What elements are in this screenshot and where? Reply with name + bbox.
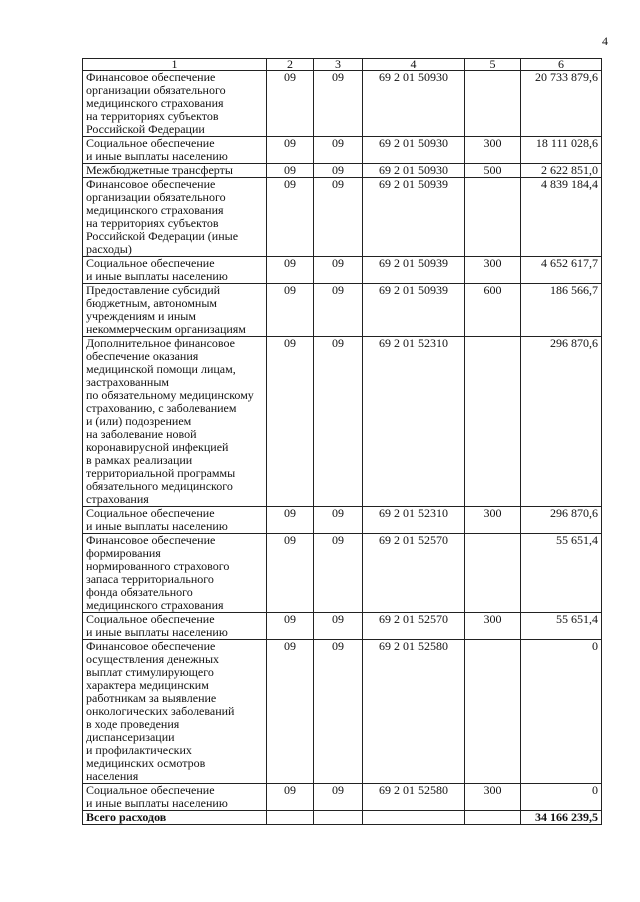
amount-cell: 20 733 879,6 — [521, 71, 602, 137]
item-name-cell: Финансовое обеспечение организации обязательного медицинского страхования на территориях субъектов Российской Федерации — [83, 71, 267, 137]
item-name-cell: Финансовое обеспечение формирования нормированного страхового запаса территориального фонда обязательного медицинского страхования — [83, 534, 267, 613]
amount-cell: 2 622 851,0 — [521, 164, 602, 178]
subsection-code-cell: 09 — [314, 137, 363, 164]
item-name-cell: Социальное обеспечение и иные выплаты населению — [83, 257, 267, 284]
amount-cell: 55 651,4 — [521, 613, 602, 640]
subsection-code-cell: 09 — [314, 257, 363, 284]
section-code-cell: 09 — [267, 137, 314, 164]
expenditure-table — [82, 58, 602, 825]
header-cell-5: 5 — [465, 59, 521, 71]
target-article-code-cell: 69 2 01 50930 — [363, 137, 465, 164]
table-row — [83, 534, 602, 613]
total-empty-cell — [267, 811, 314, 825]
expense-type-code-cell: 300 — [465, 507, 521, 534]
item-name-cell: Дополнительное финансовое обеспечение оказания медицинской помощи лицам, застрахованным по обязательному медицинскому страхованию, с заболеванием и (или) подозрением на заболевание новой коронавирусной инфекцией в рамках реализации территориальной программы обязательного медицинского страхования — [83, 337, 267, 507]
target-article-code-cell: 69 2 01 50939 — [363, 284, 465, 337]
section-code-cell: 09 — [267, 71, 314, 137]
table-row — [83, 284, 602, 337]
target-article-code-cell: 69 2 01 52310 — [363, 337, 465, 507]
table-row — [83, 640, 602, 784]
amount-cell: 186 566,7 — [521, 284, 602, 337]
section-code-cell: 09 — [267, 164, 314, 178]
total-value: 34 166 239,5 — [521, 811, 602, 825]
section-code-cell: 09 — [267, 257, 314, 284]
header-cell-3: 3 — [314, 59, 363, 71]
amount-cell: 4 652 617,7 — [521, 257, 602, 284]
target-article-code-cell: 69 2 01 50939 — [363, 257, 465, 284]
table-row — [83, 71, 602, 137]
header-cell-2: 2 — [267, 59, 314, 71]
amount-cell: 0 — [521, 784, 602, 811]
item-name-cell: Социальное обеспечение и иные выплаты населению — [83, 613, 267, 640]
section-code-cell: 09 — [267, 178, 314, 257]
amount-cell: 18 111 028,6 — [521, 137, 602, 164]
expense-type-code-cell — [465, 337, 521, 507]
subsection-code-cell: 09 — [314, 178, 363, 257]
subsection-code-cell: 09 — [314, 534, 363, 613]
table-row — [83, 178, 602, 257]
amount-cell: 296 870,6 — [521, 507, 602, 534]
item-name-cell: Финансовое обеспечение организации обязательного медицинского страхования на территориях субъектов Российской Федерации (иные расходы) — [83, 178, 267, 257]
item-name-cell: Социальное обеспечение и иные выплаты населению — [83, 784, 267, 811]
subsection-code-cell: 09 — [314, 337, 363, 507]
total-empty-cell — [363, 811, 465, 825]
subsection-code-cell: 09 — [314, 640, 363, 784]
table-row — [83, 784, 602, 811]
amount-cell: 0 — [521, 640, 602, 784]
section-code-cell: 09 — [267, 784, 314, 811]
expense-type-code-cell: 600 — [465, 284, 521, 337]
expense-type-code-cell — [465, 640, 521, 784]
section-code-cell: 09 — [267, 337, 314, 507]
subsection-code-cell: 09 — [314, 164, 363, 178]
total-row — [83, 811, 602, 825]
amount-cell: 55 651,4 — [521, 534, 602, 613]
expense-type-code-cell: 300 — [465, 784, 521, 811]
total-empty-cell — [314, 811, 363, 825]
target-article-code-cell: 69 2 01 52580 — [363, 784, 465, 811]
amount-cell: 4 839 184,4 — [521, 178, 602, 257]
expense-type-code-cell: 300 — [465, 613, 521, 640]
table-row — [83, 164, 602, 178]
expense-type-code-cell: 300 — [465, 137, 521, 164]
table-row — [83, 137, 602, 164]
subsection-code-cell: 09 — [314, 613, 363, 640]
subsection-code-cell: 09 — [314, 71, 363, 137]
section-code-cell: 09 — [267, 534, 314, 613]
section-code-cell: 09 — [267, 507, 314, 534]
table-row — [83, 613, 602, 640]
table-header-row — [83, 59, 602, 71]
header-cell-6: 6 — [521, 59, 602, 71]
total-empty-cell — [465, 811, 521, 825]
subsection-code-cell: 09 — [314, 784, 363, 811]
header-cell-4: 4 — [363, 59, 465, 71]
expense-type-code-cell — [465, 178, 521, 257]
header-cell-1: 1 — [83, 59, 267, 71]
expense-type-code-cell: 500 — [465, 164, 521, 178]
expense-type-code-cell — [465, 71, 521, 137]
total-label: Всего расходов — [83, 811, 267, 825]
section-code-cell: 09 — [267, 613, 314, 640]
target-article-code-cell: 69 2 01 52570 — [363, 534, 465, 613]
table-row — [83, 257, 602, 284]
amount-cell: 296 870,6 — [521, 337, 602, 507]
item-name-cell: Предоставление субсидий бюджетным, автономным учреждениям и иным некоммерческим организациям — [83, 284, 267, 337]
target-article-code-cell: 69 2 01 50930 — [363, 71, 465, 137]
table-row — [83, 337, 602, 507]
item-name-cell: Социальное обеспечение и иные выплаты населению — [83, 137, 267, 164]
section-code-cell: 09 — [267, 640, 314, 784]
target-article-code-cell: 69 2 01 50930 — [363, 164, 465, 178]
section-code-cell: 09 — [267, 284, 314, 337]
item-name-cell: Финансовое обеспечение осуществления денежных выплат стимулирующего характера медицинским работникам за выявление онкологических заболеваний в ходе проведения диспансеризации и профилактических медицинских осмотров населения — [83, 640, 267, 784]
table-row — [83, 507, 602, 534]
target-article-code-cell: 69 2 01 52570 — [363, 613, 465, 640]
item-name-cell: Межбюджетные трансферты — [83, 164, 267, 178]
expense-type-code-cell — [465, 534, 521, 613]
expense-type-code-cell: 300 — [465, 257, 521, 284]
target-article-code-cell: 69 2 01 52310 — [363, 507, 465, 534]
subsection-code-cell: 09 — [314, 284, 363, 337]
target-article-code-cell: 69 2 01 50939 — [363, 178, 465, 257]
item-name-cell: Социальное обеспечение и иные выплаты населению — [83, 507, 267, 534]
subsection-code-cell: 09 — [314, 507, 363, 534]
target-article-code-cell: 69 2 01 52580 — [363, 640, 465, 784]
page-number: 4 — [602, 34, 608, 48]
